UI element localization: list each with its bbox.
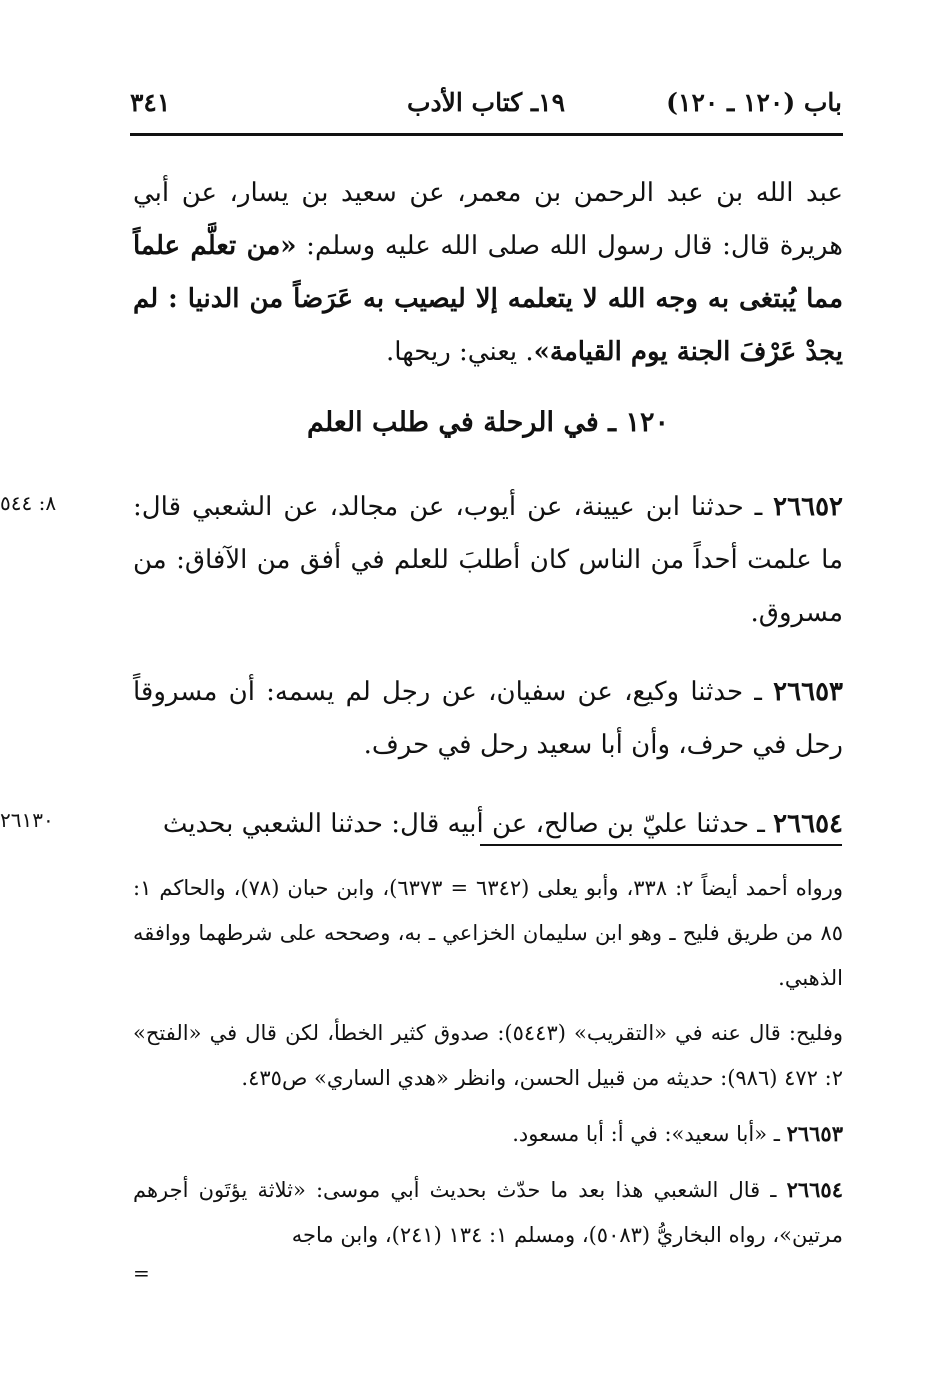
margin-reference: ٢٦١٣٠ (0, 808, 54, 832)
footnote-text: ـ قال الشعبي هذا بعد ما حدّث بحديث أبي موسى: «ثلاثة يؤتَون أجرهم مرتين»، رواه البخاريُّ (٥٠٨٣)، ومسلم ١: ١٣٤ (٢٤١)، وابن ماجه (133, 1178, 843, 1247)
footnote (133, 1011, 843, 1101)
entry-text (133, 666, 843, 772)
entry-number: ٢٦٦٥٤ (773, 809, 843, 839)
entry-26652 (0, 481, 843, 640)
footnote-text: وفليح: قال عنه في «التقريب» (٥٤٤٣): صدوق كثير الخطأ، لكن قال في «الفتح» ٢: ٤٧٢ (٩٨٦): حديثه من قبيل الحسن، وانظر «هدي الساري» ص٤٣٥. (133, 1021, 843, 1090)
entry-body: ـ حدثنا وكيع، عن سفيان، عن رجل لم يسمه: أن مسروقاً رحل في حرف، وأن أبا سعيد رحل في حرف. (133, 677, 843, 760)
entry-body: ـ حدثنا ابن عيينة، عن أيوب، عن مجالد، عن الشعبي قال: ما علمت أحداً من الناس كان أطلبَ للعلم في أفق من الآفاق: من مسروق. (133, 492, 843, 628)
footnote-rule (480, 844, 842, 846)
intro-tail: . يعني: ريحها. (386, 337, 534, 367)
chapter-range: باب (١٢٠ ـ ١٢٠) (666, 88, 842, 117)
footnotes (133, 866, 843, 1288)
entry-text (133, 481, 843, 640)
margin-reference: ٨: ٥٤٤ (0, 491, 57, 515)
footnote (133, 1111, 843, 1157)
page-header (130, 88, 842, 128)
footnote (133, 1167, 843, 1258)
entry-body: ـ حدثنا عليّ بن صالح، عن أبيه قال: حدثنا الشعبي بحديث (162, 809, 774, 839)
footnote-text: ورواه أحمد أيضاً ٢: ٣٣٨، وأبو يعلى (٦٣٤٢ = ٦٣٧٣)، وابن حبان (٧٨)، والحاكم ١: ٨٥ من طريق فليح ـ وهو ابن سليمان الخزاعي ـ به، وصححه على شرطهما ووافقه الذهبي. (133, 876, 843, 990)
page-number: ٣٤١ (130, 88, 171, 117)
footnote (133, 866, 843, 1001)
intro-plain: عبد الله بن عبد الرحمن بن معمر، عن سعيد بن يسار، عن أبي هريرة قال: قال رسول الله صلى الله عليه وسلم: (133, 178, 843, 261)
entry-number: ٢٦٦٥٢ (773, 492, 843, 522)
intro-paragraph (133, 167, 843, 379)
entry-number: ٢٦٦٥٣ (773, 677, 843, 707)
continuation-mark: = (133, 1261, 150, 1285)
book-title: ١٩ـ كتاب الأدب (406, 88, 566, 117)
section-heading: ١٢٠ ـ في الرحلة في طلب العلم (307, 407, 669, 438)
footnote-label: ٢٦٦٥٣ (786, 1121, 843, 1146)
main-text (0, 167, 843, 877)
footnote-text: ـ «أبا سعيد»: في أ: أبا مسعود. (512, 1122, 787, 1146)
entry-26653 (133, 666, 843, 772)
footnote-label: ٢٦٦٥٤ (786, 1177, 843, 1202)
header-rule (130, 133, 843, 136)
intro-hadith-bold: «من تعلَّم علماً مما يُبتغى به وجه الله لا يتعلمه إلا ليصيب به عَرَضاً من الدنيا : لم يجدْ عَرْفَ الجنة يوم القيامة» (133, 231, 843, 367)
